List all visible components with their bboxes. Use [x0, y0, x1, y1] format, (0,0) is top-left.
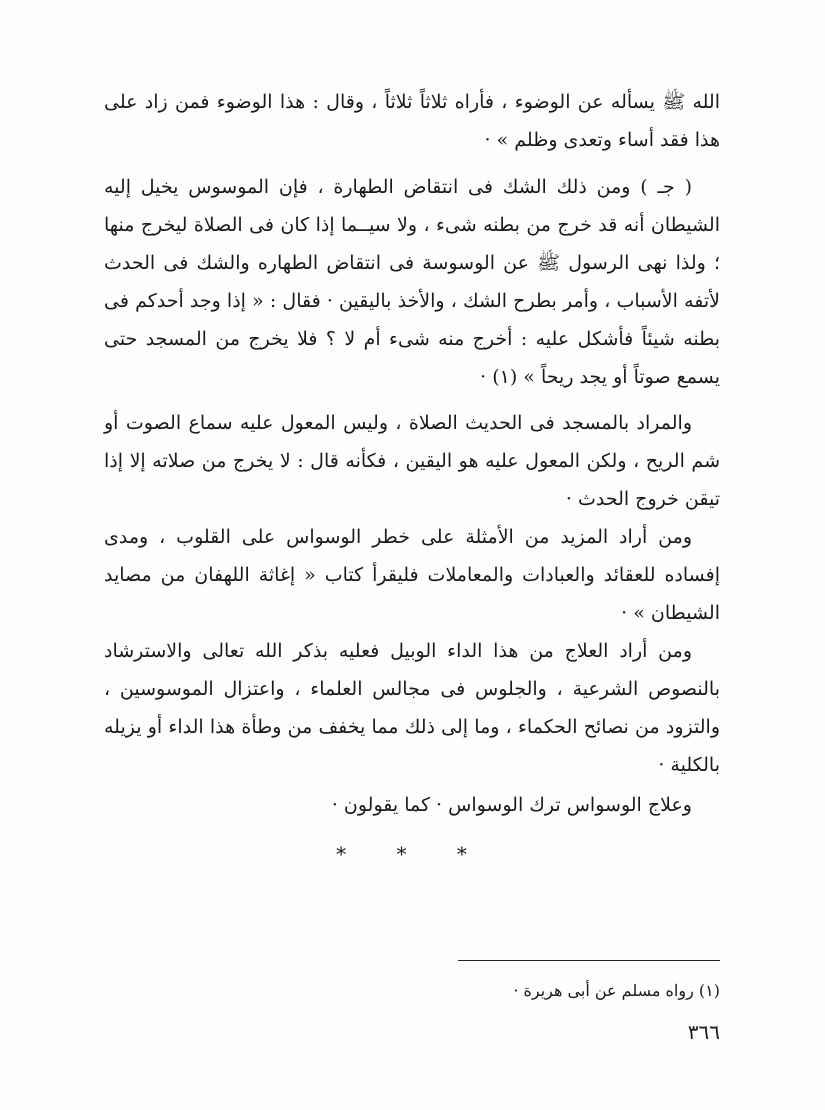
paragraph-6-block [104, 786, 720, 824]
paragraph-2-block [104, 168, 720, 396]
paragraph-2: ( جـ ) ومن ذلك الشك فى انتقاض الطهارة ، فإن الموسوس يخيل إليه الشيطان أنه قد خرج من بطنه شىء ، ولا سيــما إذا كان فى الصلاة ليخرج منها ؛ ولذا نهى الرسول ﷺ عن الوسوسة فى انتقاض الطهاره والشك فى الحدث لأتفه الأسباب ، وأمر بطرح الشك ، والأخذ باليقين · فقال : « إذا وجد أحدكم فى بطنه شيئاً فأشكل عليه : أخرج منه شىء أم لا ؟ فلا يخرج من المسجد حتى يسمع صوتاً أو يجد ريحاً » (١) · [104, 176, 720, 388]
paragraph-3: والمراد بالمسجد فى الحديث الصلاة ، وليس المعول عليه سماع الصوت أو شم الريح ، ولكن المعول عليه هو اليقين ، فكأنه قال : لا يخرج من صلاته إلا إذا تيقن خروج الحدث · [104, 412, 720, 510]
paragraph-4: ومن أراد المزيد من الأمثلة على خطر الوسواس على القلوب ، ومدى إفساده للعقائد والعبادات والمعاملات فليقرأ كتاب « إغاثة اللهفان من مصايد الشيطان » · [104, 526, 720, 624]
paragraph-5: ومن أراد العلاج من هذا الداء الوبيل فعليه بذكر الله تعالى والاسترشاد بالنصوص الشرعية ، والجلوس فى مجالس العلماء ، واعتزال الموسوسين ، والتزود من نصائح الحكماء ، وما إلى ذلك مما يخفف من وطأة هذا الداء أو يزيله بالكلية · [104, 640, 720, 776]
paragraph-3-block [104, 404, 720, 518]
paragraph-1-block [104, 83, 720, 159]
footnote: (١) رواه مسلم عن أبى هريرة · [513, 981, 720, 1000]
paragraph-4-block [104, 518, 720, 632]
page-number: ٣٦٦ [687, 1020, 720, 1044]
section-separator: * * * [336, 842, 489, 866]
paragraph-5-block [104, 632, 720, 784]
paragraph-6: وعلاج الوسواس ترك الوسواس · كما يقولون · [331, 794, 692, 816]
paragraph-1: الله ﷺ يسأله عن الوضوء ، فأراه ثلاثاً ثلاثاً ، وقال : هذا الوضوء فمن زاد على هذا فقد أساء وتعدى وظلم » · [104, 91, 720, 151]
footnote-rule [458, 960, 720, 961]
